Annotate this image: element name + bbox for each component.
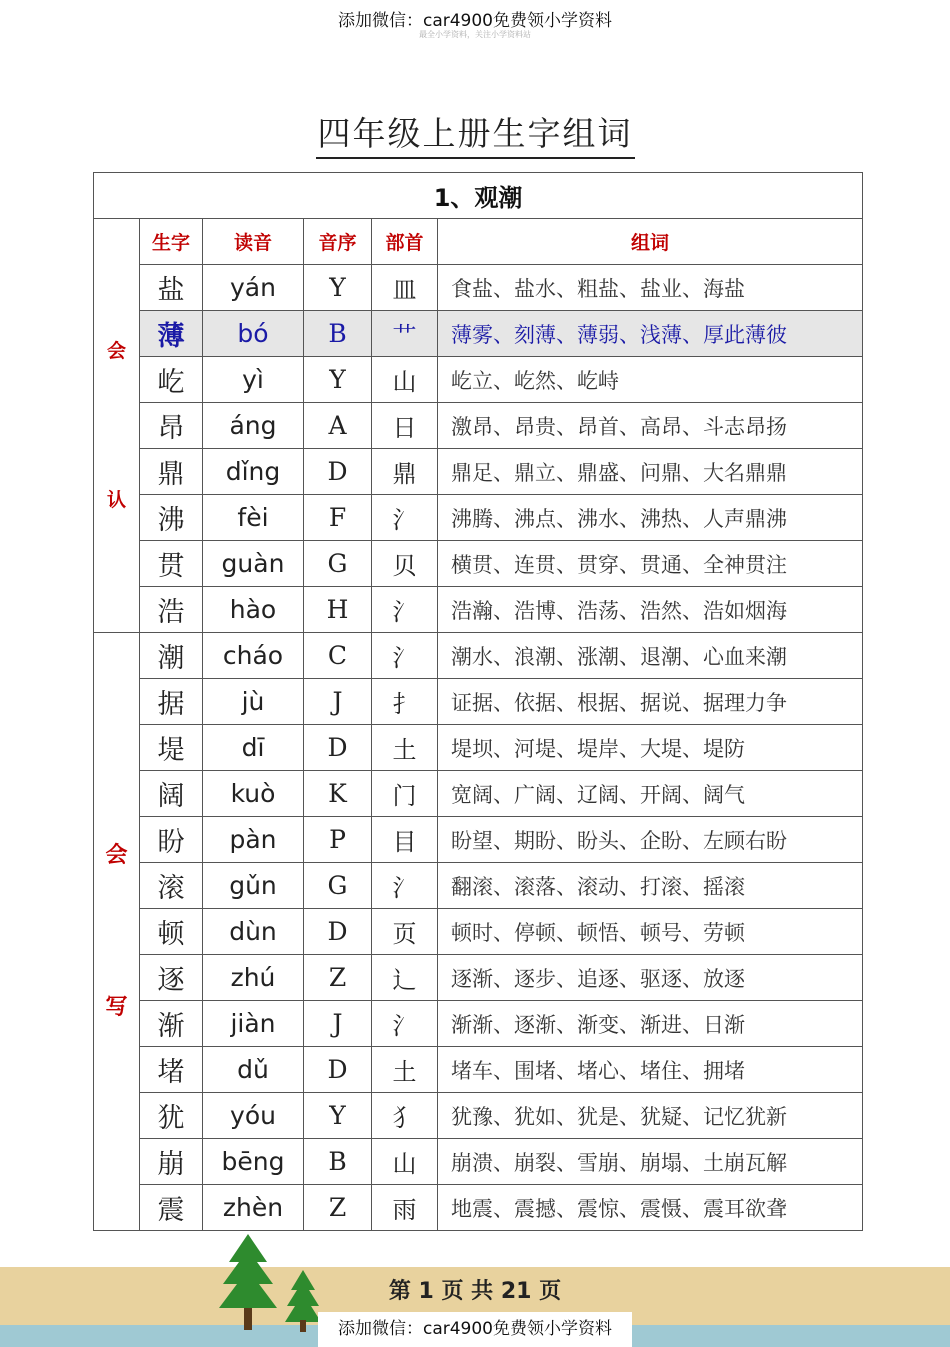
cell-radical: 犭 bbox=[372, 1093, 438, 1139]
cell-words: 地震、震撼、震惊、震慑、震耳欲聋 bbox=[438, 1185, 863, 1231]
table-row bbox=[94, 955, 863, 1001]
table-row bbox=[94, 403, 863, 449]
cell-words: 浩瀚、浩博、浩荡、浩然、浩如烟海 bbox=[438, 587, 863, 633]
cell-initial: J bbox=[304, 1001, 372, 1047]
cell-pinyin: yán bbox=[203, 265, 304, 311]
header-pinyin: 读音 bbox=[203, 219, 304, 265]
table-row bbox=[94, 817, 863, 863]
lesson-title-row bbox=[94, 173, 863, 219]
cell-words: 犹豫、犹如、犹是、犹疑、记忆犹新 bbox=[438, 1093, 863, 1139]
cell-pinyin: bó bbox=[203, 311, 304, 357]
cell-pinyin: kuò bbox=[203, 771, 304, 817]
cell-words: 食盐、盐水、粗盐、盐业、海盐 bbox=[438, 265, 863, 311]
cell-words: 激昂、昂贵、昂首、高昂、斗志昂扬 bbox=[438, 403, 863, 449]
cell-words: 沸腾、沸点、沸水、沸热、人声鼎沸 bbox=[438, 495, 863, 541]
header-words: 组词 bbox=[438, 219, 863, 265]
cell-initial: G bbox=[304, 541, 372, 587]
cell-char: 顿 bbox=[140, 909, 203, 955]
cell-words: 顿时、停顿、顿悟、顿号、劳顿 bbox=[438, 909, 863, 955]
page-title bbox=[0, 108, 950, 155]
group-label-write bbox=[94, 633, 140, 1231]
table-row bbox=[94, 725, 863, 771]
cell-char: 屹 bbox=[140, 357, 203, 403]
cell-words: 屹立、屹然、屹峙 bbox=[438, 357, 863, 403]
table-row bbox=[94, 1185, 863, 1231]
cell-radical: 门 bbox=[372, 771, 438, 817]
cell-words: 崩溃、崩裂、雪崩、崩塌、土崩瓦解 bbox=[438, 1139, 863, 1185]
table-row bbox=[94, 541, 863, 587]
cell-char: 潮 bbox=[140, 633, 203, 679]
cell-initial: J bbox=[304, 679, 372, 725]
table-row bbox=[94, 771, 863, 817]
group-char: 会 bbox=[106, 339, 126, 362]
cell-words: 宽阔、广阔、辽阔、开阔、阔气 bbox=[438, 771, 863, 817]
table-row bbox=[94, 633, 863, 679]
cell-words: 鼎足、鼎立、鼎盛、问鼎、大名鼎鼎 bbox=[438, 449, 863, 495]
cell-char: 崩 bbox=[140, 1139, 203, 1185]
table-row bbox=[94, 909, 863, 955]
cell-initial: D bbox=[304, 909, 372, 955]
lesson-title: 1、观潮 bbox=[94, 173, 863, 219]
cell-pinyin: bēng bbox=[203, 1139, 304, 1185]
cell-pinyin: fèi bbox=[203, 495, 304, 541]
table-row bbox=[94, 265, 863, 311]
table-row bbox=[94, 357, 863, 403]
cell-initial: C bbox=[304, 633, 372, 679]
cell-words: 逐渐、逐步、追逐、驱逐、放逐 bbox=[438, 955, 863, 1001]
table-row bbox=[94, 1139, 863, 1185]
cell-initial: D bbox=[304, 725, 372, 771]
top-watermark-bar bbox=[0, 0, 950, 38]
cell-pinyin: yóu bbox=[203, 1093, 304, 1139]
cell-char: 渐 bbox=[140, 1001, 203, 1047]
cell-radical: 氵 bbox=[372, 587, 438, 633]
table-row bbox=[94, 587, 863, 633]
cell-initial: Y bbox=[304, 357, 372, 403]
cell-pinyin: dǔ bbox=[203, 1047, 304, 1093]
watermark-text: 添加微信：car4900免费领小学资料 bbox=[337, 11, 613, 31]
cell-initial: A bbox=[304, 403, 372, 449]
cell-pinyin: áng bbox=[203, 403, 304, 449]
table-row bbox=[94, 449, 863, 495]
cell-words: 渐渐、逐渐、渐变、渐进、日渐 bbox=[438, 1001, 863, 1047]
group-char: 会 bbox=[105, 842, 128, 868]
cell-initial: Y bbox=[304, 265, 372, 311]
cell-initial: Z bbox=[304, 955, 372, 1001]
cell-radical: 皿 bbox=[372, 265, 438, 311]
cell-char: 沸 bbox=[140, 495, 203, 541]
cell-pinyin: jù bbox=[203, 679, 304, 725]
cell-char: 浩 bbox=[140, 587, 203, 633]
footer bbox=[0, 1260, 950, 1347]
cell-pinyin: zhèn bbox=[203, 1185, 304, 1231]
cell-words: 堵车、围堵、堵心、堵住、拥堵 bbox=[438, 1047, 863, 1093]
cell-words: 横贯、连贯、贯穿、贯通、全神贯注 bbox=[438, 541, 863, 587]
cell-initial: D bbox=[304, 449, 372, 495]
cell-radical: 页 bbox=[372, 909, 438, 955]
cell-radical: 氵 bbox=[372, 633, 438, 679]
cell-pinyin: dǐng bbox=[203, 449, 304, 495]
cell-radical: 氵 bbox=[372, 495, 438, 541]
cell-radical: 贝 bbox=[372, 541, 438, 587]
group-char: 写 bbox=[105, 994, 128, 1020]
cell-char: 阔 bbox=[140, 771, 203, 817]
cell-radical: 山 bbox=[372, 357, 438, 403]
cell-char: 逐 bbox=[140, 955, 203, 1001]
cell-initial: Z bbox=[304, 1185, 372, 1231]
cell-char: 贯 bbox=[140, 541, 203, 587]
cell-pinyin: cháo bbox=[203, 633, 304, 679]
cell-pinyin: yì bbox=[203, 357, 304, 403]
cell-char: 鼎 bbox=[140, 449, 203, 495]
cell-pinyin: pàn bbox=[203, 817, 304, 863]
page-number: 第 1 页 共 21 页 bbox=[388, 1279, 562, 1304]
vocabulary-table bbox=[93, 172, 863, 1231]
cell-pinyin: dùn bbox=[203, 909, 304, 955]
cell-initial: K bbox=[304, 771, 372, 817]
cell-pinyin: dī bbox=[203, 725, 304, 771]
cell-words: 薄雾、刻薄、薄弱、浅薄、厚此薄彼 bbox=[438, 311, 863, 357]
table-row bbox=[94, 495, 863, 541]
cell-radical: 氵 bbox=[372, 863, 438, 909]
group-char: 认 bbox=[106, 488, 126, 511]
cell-radical: 雨 bbox=[372, 1185, 438, 1231]
cell-char: 堵 bbox=[140, 1047, 203, 1093]
header-row bbox=[94, 219, 863, 265]
cell-radical: 目 bbox=[372, 817, 438, 863]
cell-pinyin: jiàn bbox=[203, 1001, 304, 1047]
cell-char: 滚 bbox=[140, 863, 203, 909]
cell-radical: 日 bbox=[372, 403, 438, 449]
cell-radical: 扌 bbox=[372, 679, 438, 725]
cell-initial: H bbox=[304, 587, 372, 633]
bottom-watermark-text: 添加微信：car4900免费领小学资料 bbox=[318, 1312, 632, 1347]
cell-initial: Y bbox=[304, 1093, 372, 1139]
table-row bbox=[94, 1001, 863, 1047]
cell-pinyin: zhú bbox=[203, 955, 304, 1001]
cell-initial: D bbox=[304, 1047, 372, 1093]
cell-pinyin: hào bbox=[203, 587, 304, 633]
cell-radical: 氵 bbox=[372, 1001, 438, 1047]
cell-char: 昂 bbox=[140, 403, 203, 449]
header-radical: 部首 bbox=[372, 219, 438, 265]
cell-radical: 鼎 bbox=[372, 449, 438, 495]
group-label-recognize bbox=[94, 219, 140, 633]
cell-radical: 土 bbox=[372, 725, 438, 771]
cell-radical: 艹 bbox=[372, 311, 438, 357]
cell-initial: P bbox=[304, 817, 372, 863]
cell-radical: 辶 bbox=[372, 955, 438, 1001]
cell-words: 堤坝、河堤、堤岸、大堤、堤防 bbox=[438, 725, 863, 771]
cell-char: 震 bbox=[140, 1185, 203, 1231]
cell-initial: B bbox=[304, 1139, 372, 1185]
table-row bbox=[94, 1093, 863, 1139]
cell-pinyin: gǔn bbox=[203, 863, 304, 909]
cell-initial: G bbox=[304, 863, 372, 909]
cell-char: 盼 bbox=[140, 817, 203, 863]
header-initial: 音序 bbox=[304, 219, 372, 265]
page-title-text: 四年级上册生字组词 bbox=[316, 114, 635, 159]
cell-pinyin: guàn bbox=[203, 541, 304, 587]
cell-radical: 土 bbox=[372, 1047, 438, 1093]
cell-char: 据 bbox=[140, 679, 203, 725]
cell-char: 盐 bbox=[140, 265, 203, 311]
cell-words: 潮水、浪潮、涨潮、退潮、心血来潮 bbox=[438, 633, 863, 679]
header-char: 生字 bbox=[140, 219, 203, 265]
cell-char: 薄 bbox=[140, 311, 203, 357]
cell-initial: B bbox=[304, 311, 372, 357]
cell-radical: 山 bbox=[372, 1139, 438, 1185]
cell-words: 证据、依据、根据、据说、据理力争 bbox=[438, 679, 863, 725]
cell-words: 盼望、期盼、盼头、企盼、左顾右盼 bbox=[438, 817, 863, 863]
cell-initial: F bbox=[304, 495, 372, 541]
cell-char: 犹 bbox=[140, 1093, 203, 1139]
watermark-subtext: 最全小学资料，关注小学资料站 bbox=[419, 30, 531, 39]
table-row bbox=[94, 311, 863, 357]
cell-words: 翻滚、滚落、滚动、打滚、摇滚 bbox=[438, 863, 863, 909]
cell-char: 堤 bbox=[140, 725, 203, 771]
table-row bbox=[94, 679, 863, 725]
table-row bbox=[94, 1047, 863, 1093]
table-row bbox=[94, 863, 863, 909]
